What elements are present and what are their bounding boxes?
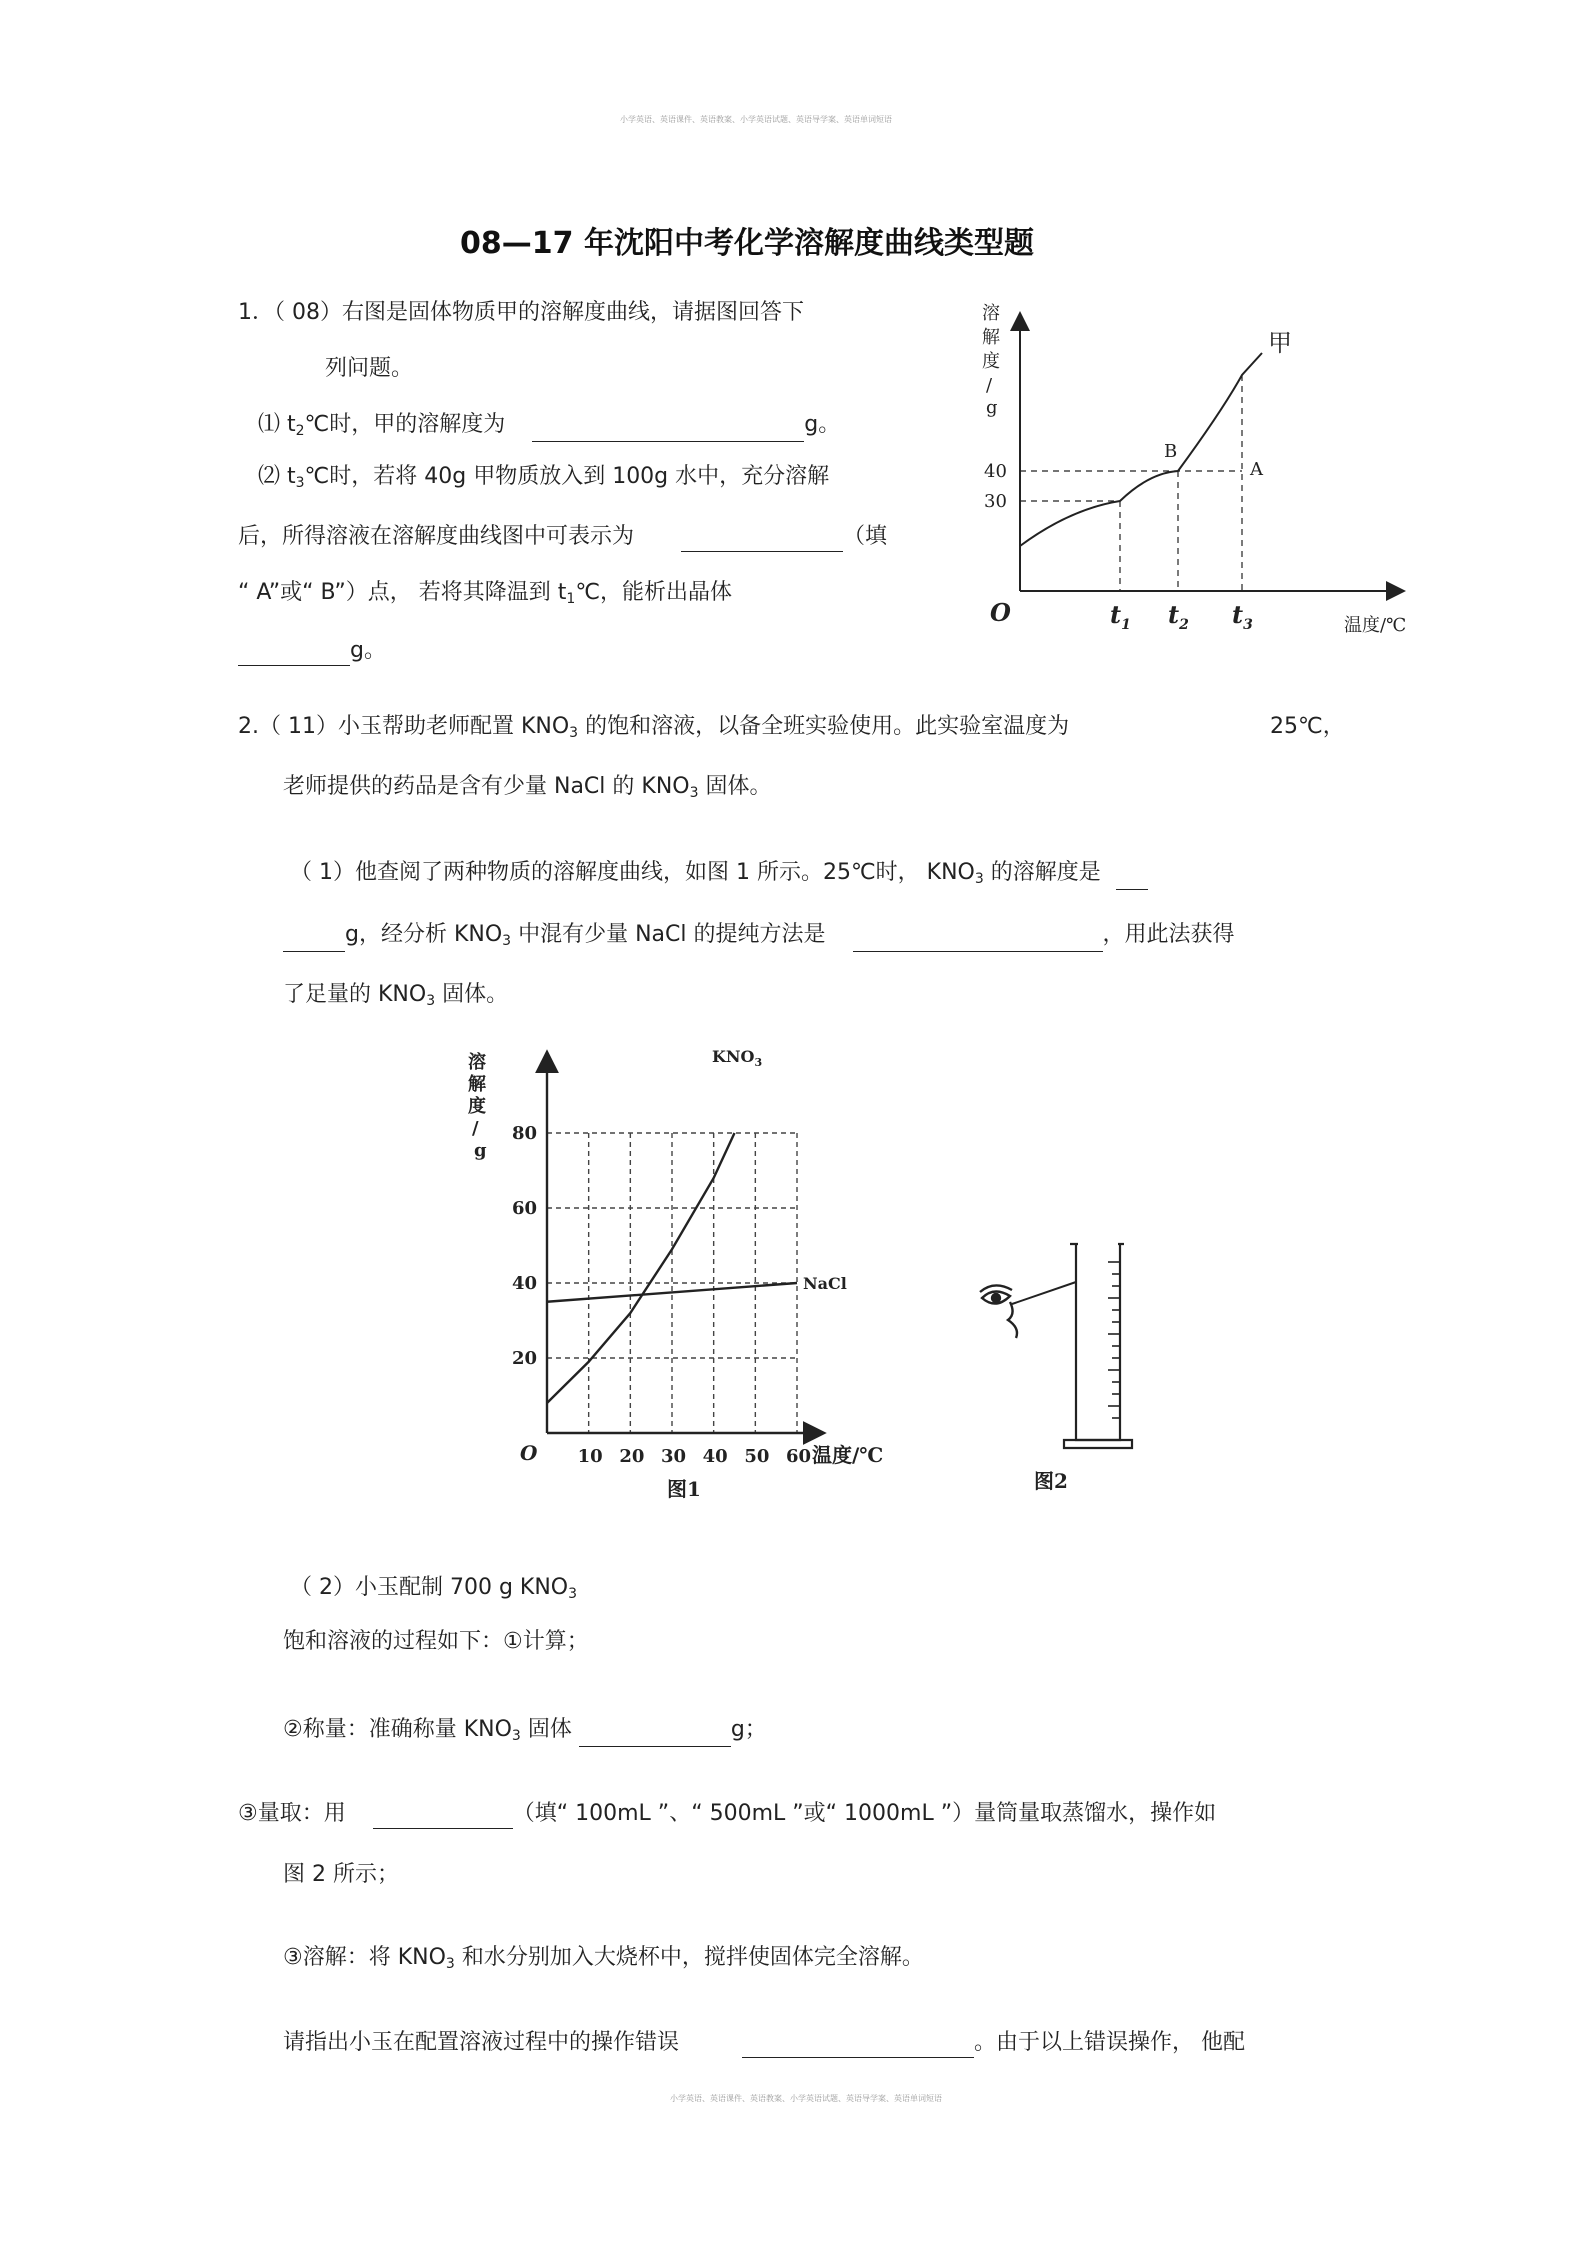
page-header: 小学英语、英语课件、英语教案、小学英语试题、英语导学案、英语单词短语 xyxy=(620,115,892,124)
q2-temp: 25℃， xyxy=(1270,714,1345,739)
q1-solubility-chart xyxy=(970,295,1450,645)
q1-part2-line1: ⑵ t3℃时，若将 40g 甲物质放入到 100g 水中，充分溶解 xyxy=(258,464,830,491)
q2-blank-1b[interactable] xyxy=(283,927,345,952)
q1-blank-3[interactable] xyxy=(238,641,350,666)
q1-point-B: B xyxy=(1164,441,1178,462)
page-title: 08—17 年沈阳中考化学溶解度曲线类型题 xyxy=(460,226,1034,261)
q2-sub2-line4: ③量取：用 （填“ 100mL ”、“ 500mL ”或“ 1000mL ”）量筒量取蒸馏水，操作如 xyxy=(238,1799,1216,1829)
q1-line-1: 1．（ 08）右图是固体物质甲的溶解度曲线，请据图回答下 xyxy=(238,300,804,325)
q2-line-2: 老师提供的药品是含有少量 NaCl 的 KNO3 固体。 xyxy=(283,774,772,801)
q2-blank-4[interactable] xyxy=(373,1804,513,1829)
q1-x-label: 温度/℃ xyxy=(1344,615,1407,636)
q1-part2-line2: 后，所得溶液在溶解度曲线图中可表示为 （填 xyxy=(238,522,887,552)
q2-sub2-line1: （ 2）小玉配制 700 g KNO3 xyxy=(290,1575,578,1602)
page-footer: 小学英语、英语课件、英语教案、小学英语试题、英语导学案、英语单词短语 xyxy=(670,2094,942,2103)
q1-y-label-c2: 解 xyxy=(982,327,1000,348)
eye-icon xyxy=(980,1285,1017,1338)
q2-blank-1a[interactable] xyxy=(1116,865,1148,890)
q2-blank-3[interactable] xyxy=(579,1722,731,1747)
q1-ytick-30: 30 xyxy=(984,491,1007,512)
cylinder-scale xyxy=(1108,1262,1120,1418)
fig1-ytick-80: 80 xyxy=(512,1123,538,1144)
fig1-series-kno3 xyxy=(547,1133,735,1403)
figure-2-cylinder xyxy=(960,1240,1160,1500)
q1-xtick-t2: $t_2$ xyxy=(1168,600,1189,633)
fig1-ytick-40: 40 xyxy=(512,1273,538,1294)
q2-sub2-line6: ③溶解：将 KNO3 和水分别加入大烧杯中，搅拌使固体完全溶解。 xyxy=(283,1945,924,1972)
q1-part2-line3: “ A”或“ B”）点， 若将其降温到 t1℃，能析出晶体 xyxy=(238,580,733,607)
fig1-x-label: 温度/℃ xyxy=(812,1443,884,1467)
q1-ytick-40: 40 xyxy=(984,461,1007,482)
fig1-xtick-40: 40 xyxy=(702,1446,728,1467)
figure-2-caption: 图2 xyxy=(1034,1469,1068,1493)
q1-point-A: A xyxy=(1250,459,1263,480)
q2-sub2-line7: 请指出小玉在配置溶液过程中的操作错误 。由于以上错误操作， 他配 xyxy=(283,2028,1245,2058)
q2-sub2-line5: 图 2 所示； xyxy=(283,1862,399,1887)
fig1-y-label-c3: 度 xyxy=(468,1096,486,1117)
fig1-xtick-10: 10 xyxy=(577,1446,603,1467)
fig1-xtick-30: 30 xyxy=(661,1446,687,1467)
q2-blank-5[interactable] xyxy=(742,2033,974,2058)
q1-xtick-t1: $t_1$ xyxy=(1110,600,1131,633)
q2-sub1-line1: （ 1）他查阅了两种物质的溶解度曲线，如图 1 所示。25℃时， KNO3 的溶解度是 xyxy=(290,858,1148,890)
figure-1-chart xyxy=(462,1040,902,1510)
q1-line-2: 列问题。 xyxy=(325,356,414,381)
q1-y-label-c4: / xyxy=(986,375,993,396)
q1-y-label-c5: g xyxy=(986,397,998,418)
q2-sub1-line2: g，经分析 KNO3 中混有少量 NaCl 的提纯方法是 ，用此法获得 xyxy=(283,920,1235,952)
fig1-label-kno3: $KNO_3$ xyxy=(712,1047,763,1069)
fig1-xtick-50: 50 xyxy=(744,1446,770,1467)
fig1-caption: 图1 xyxy=(667,1477,701,1501)
q1-blank-1[interactable] xyxy=(532,417,804,442)
fig1-origin: O xyxy=(520,1441,538,1465)
fig1-y-label xyxy=(468,1051,487,1161)
q1-part2-line4: g。 xyxy=(238,636,386,666)
q1-xtick-t3: $t_3$ xyxy=(1232,600,1253,633)
fig1-y-label-c5: g xyxy=(474,1140,487,1161)
q1-curve-jia xyxy=(1020,353,1262,546)
fig1-label-nacl: NaCl xyxy=(803,1274,847,1293)
cylinder-base xyxy=(1064,1440,1132,1448)
q1-series-label: 甲 xyxy=(1268,329,1292,357)
q1-y-label-c1: 溶 xyxy=(982,303,1000,324)
q1-blank-2[interactable] xyxy=(681,527,843,552)
q2-sub1-line3: 了足量的 KNO3 固体。 xyxy=(283,982,509,1009)
q2-sub2-line2: 饱和溶液的过程如下：①计算； xyxy=(283,1629,589,1654)
fig1-xtick-60: 60 xyxy=(786,1446,812,1467)
fig1-y-label-c4: / xyxy=(472,1118,479,1139)
fig1-xtick-20: 20 xyxy=(619,1446,645,1467)
q1-y-label-c3: 度 xyxy=(982,351,1000,372)
fig1-ytick-60: 60 xyxy=(512,1198,538,1219)
line-of-sight xyxy=(1012,1282,1076,1304)
q1-y-label xyxy=(982,303,1000,418)
q1-origin: O xyxy=(990,598,1011,627)
q1-part1: ⑴ t2℃时，甲的溶解度为 g。 xyxy=(258,410,840,442)
q2-sub2-line3: ②称量：准确称量 KNO3 固体 g； xyxy=(283,1715,767,1747)
q2-line-1: 2.（ 11）小玉帮助老师配置 KNO3 的饱和溶液，以备全班实验使用。此实验室温度为 xyxy=(238,714,1070,741)
fig1-y-label-c2: 解 xyxy=(468,1074,486,1095)
q2-blank-2[interactable] xyxy=(853,927,1103,952)
fig1-y-label-c1: 溶 xyxy=(468,1052,486,1073)
fig1-ytick-20: 20 xyxy=(512,1348,538,1369)
